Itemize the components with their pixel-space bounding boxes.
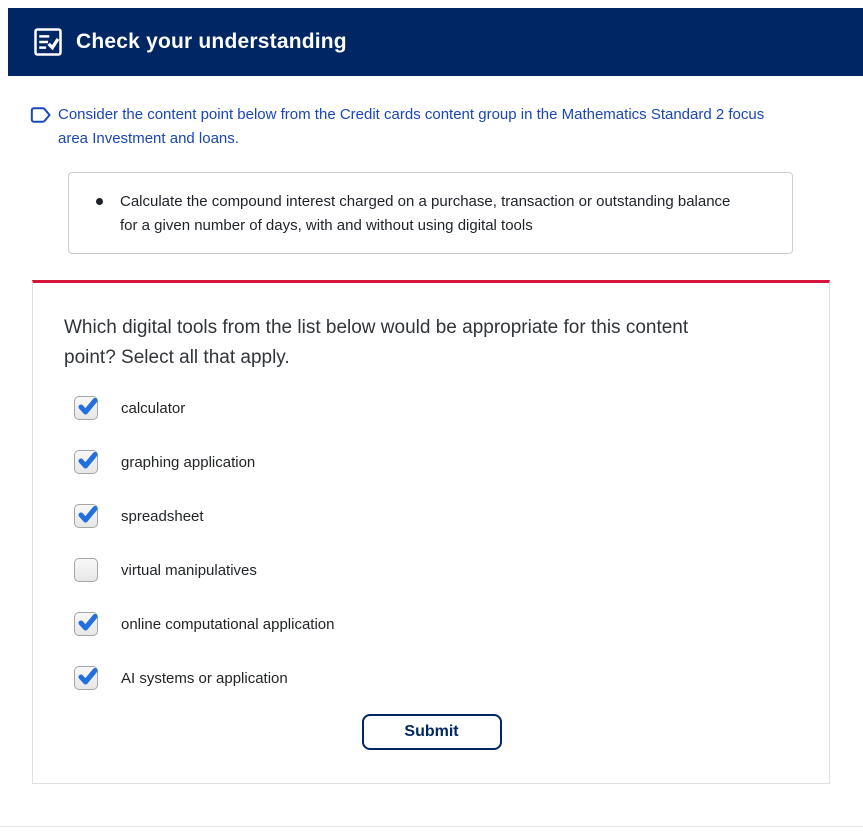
bottom-divider — [0, 826, 863, 827]
content-point-text: Calculate the compound interest charged on a purchase, transaction or outstanding balance for a given number of days, with and without using digital tools — [120, 193, 731, 234]
checkbox-calculator[interactable] — [74, 396, 98, 420]
checkbox-virtual-manipulatives[interactable] — [74, 558, 98, 582]
prompt-text: Consider the content point below from the Credit cards content group in the Mathematics Standard 2 focus area Investment and loans. — [58, 106, 765, 147]
checkbox-online-computational-application[interactable] — [74, 612, 98, 636]
option-row-online-computational-application — [74, 612, 799, 636]
options-list — [64, 396, 799, 690]
checkmark-icon — [76, 448, 100, 472]
submit-wrap — [64, 714, 799, 750]
question-card — [32, 280, 830, 784]
checklist-icon — [33, 27, 63, 57]
option-label-online-computational-application[interactable]: online computational application — [121, 615, 335, 633]
bullet-dot — [96, 198, 103, 205]
checkbox-graphing-application[interactable] — [74, 450, 98, 474]
prompt-row — [30, 103, 863, 151]
submit-button[interactable]: Submit — [362, 714, 502, 750]
question-text: Which digital tools from the list below would be appropriate for this content point? Select all that apply. — [64, 317, 689, 368]
option-label-spreadsheet[interactable]: spreadsheet — [121, 507, 204, 525]
content-point-tag-icon — [30, 106, 52, 124]
header-bar — [8, 8, 863, 76]
checkmark-icon — [76, 664, 100, 688]
option-row-virtual-manipulatives — [74, 558, 799, 582]
option-label-virtual-manipulatives[interactable]: virtual manipulatives — [121, 561, 257, 579]
option-label-ai-systems-or-application[interactable]: AI systems or application — [121, 669, 288, 687]
option-row-ai-systems-or-application — [74, 666, 799, 690]
content-point-box — [68, 172, 793, 254]
option-label-calculator[interactable]: calculator — [121, 399, 186, 417]
option-row-graphing-application — [74, 450, 799, 474]
checkmark-icon — [76, 502, 100, 526]
page-title: Check your understanding — [76, 30, 347, 53]
checkbox-spreadsheet[interactable] — [74, 504, 98, 528]
checkbox-ai-systems-or-application[interactable] — [74, 666, 98, 690]
option-label-graphing-application[interactable]: graphing application — [121, 453, 256, 471]
checkmark-icon — [76, 610, 100, 634]
checkmark-icon — [76, 394, 100, 418]
option-row-calculator — [74, 396, 799, 420]
option-row-spreadsheet — [74, 504, 799, 528]
